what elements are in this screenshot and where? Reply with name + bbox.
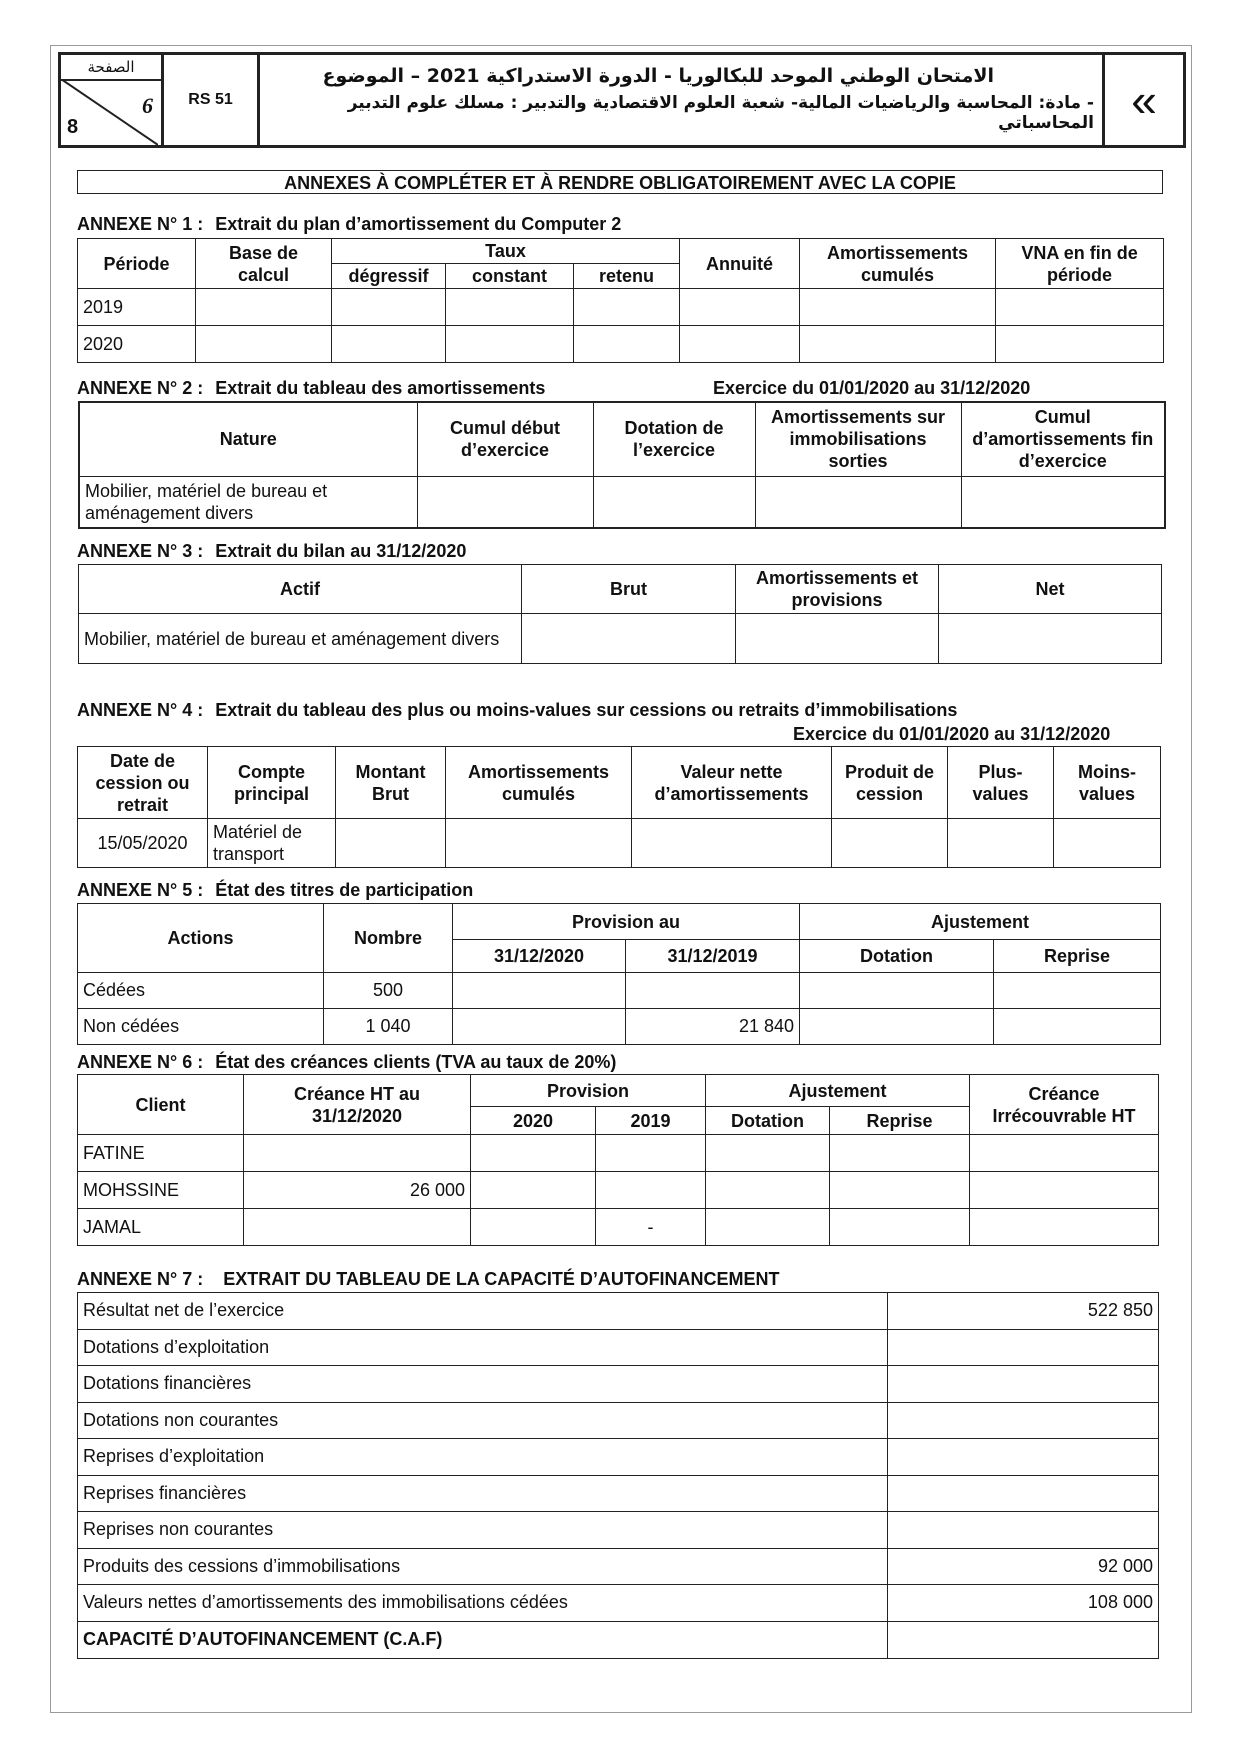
col-amort-cumules: Amortissements cumulés [800, 239, 996, 289]
col-plus-values: Plus-values [948, 747, 1054, 819]
annexe1-title [77, 214, 621, 235]
row-2019 [596, 1135, 706, 1172]
col-irrecouvrable: Créance Irrécouvrable HT [970, 1075, 1159, 1135]
col-date: Date de cession ou retrait [78, 747, 208, 819]
row-compte: Matériel de transport [208, 819, 336, 868]
input-cell[interactable] [196, 289, 332, 326]
annexe6-table [77, 1074, 1159, 1246]
annexe7-heading: EXTRAIT DU TABLEAU DE LA CAPACITÉ D’AUTOFINANCEMENT [223, 1269, 780, 1289]
annexe3-label: ANNEXE N° 3 : [77, 541, 204, 561]
annexe6-title [77, 1052, 616, 1073]
col-31-12-2019: 31/12/2019 [626, 940, 800, 973]
col-cumul-fin: Cumul d’amortissements fin d’exercice [961, 402, 1165, 476]
col-creance: Créance HT au 31/12/2020 [244, 1075, 471, 1135]
input-cell[interactable] [446, 289, 574, 326]
caf-total-row [78, 1621, 1159, 1658]
col-constant: constant [446, 264, 574, 289]
col-ajustement: Ajustement [800, 904, 1161, 940]
col-compte: Compte principal [208, 747, 336, 819]
row-date: 15/05/2020 [78, 819, 208, 868]
annexe3-heading: Extrait du bilan au 31/12/2020 [215, 541, 467, 561]
col-dotation: Dotation [706, 1107, 830, 1135]
input-cell[interactable] [332, 326, 446, 363]
col-amort: Amortissements cumulés [446, 747, 632, 819]
input-cell[interactable] [970, 1209, 1159, 1246]
col-reprise: Reprise [994, 940, 1161, 973]
caf-row-value: 522 850 [888, 1293, 1159, 1330]
table-row [78, 289, 1164, 326]
caf-row-label: Dotations d’exploitation [78, 1329, 888, 1366]
input-cell[interactable] [706, 1135, 830, 1172]
col-dotation: Dotation [800, 940, 994, 973]
table-row [79, 476, 1165, 528]
row-p2019 [626, 973, 800, 1009]
caf-row [78, 1366, 1159, 1403]
annexe1-table [77, 238, 1164, 363]
annexe5-table [77, 903, 1161, 1045]
caf-row-label: Dotations non courantes [78, 1402, 888, 1439]
col-nature: Nature [79, 402, 417, 476]
annexe7-table [77, 1292, 1159, 1659]
subject-code: RS 51 [164, 55, 260, 145]
caf-row-value[interactable] [888, 1512, 1159, 1549]
table-row [78, 1172, 1159, 1209]
row-nature: Mobilier, matériel de bureau et aménagement divers [79, 476, 417, 528]
row-actions: Cédées [78, 973, 324, 1009]
col-amort-sorties: Amortissements sur immobilisations sorties [755, 402, 961, 476]
col-taux: Taux [332, 239, 680, 264]
table-row [78, 973, 1161, 1009]
annexe3-title [77, 541, 466, 562]
input-cell[interactable] [632, 819, 832, 868]
col-vna: VNA en fin de période [996, 239, 1164, 289]
col-produit: Produit de cession [832, 747, 948, 819]
input-cell[interactable] [996, 326, 1164, 363]
table-row [78, 1009, 1161, 1045]
annexe6-heading: État des créances clients (TVA au taux de 20%) [215, 1052, 617, 1072]
annexe7-label: ANNEXE N° 7 : [77, 1269, 204, 1289]
input-cell[interactable] [706, 1209, 830, 1246]
input-cell[interactable] [800, 326, 996, 363]
input-cell[interactable] [336, 819, 446, 868]
annexe4-exercice: Exercice du 01/01/2020 au 31/12/2020 [793, 724, 1111, 744]
input-cell[interactable] [574, 289, 680, 326]
row-period: 2019 [78, 289, 196, 326]
input-cell[interactable] [948, 819, 1054, 868]
page-number-box [61, 55, 164, 145]
annexe4-heading: Extrait du tableau des plus ou moins-values sur cessions ou retraits d’immobilisations [215, 700, 958, 720]
input-cell[interactable] [196, 326, 332, 363]
page-total: 8 [67, 116, 79, 138]
row-nombre: 1 040 [324, 1009, 453, 1045]
caf-row-value[interactable] [888, 1439, 1159, 1476]
caf-row [78, 1439, 1159, 1476]
annexe4-table [77, 746, 1161, 868]
row-creance [244, 1209, 471, 1246]
input-cell[interactable] [680, 326, 800, 363]
annexe7-title [77, 1269, 780, 1290]
col-2020: 2020 [471, 1107, 596, 1135]
row-p2019: 21 840 [626, 1009, 800, 1045]
col-actif: Actif [79, 565, 522, 614]
input-cell[interactable] [453, 973, 626, 1009]
annexe2-title [77, 378, 545, 399]
input-cell[interactable] [706, 1172, 830, 1209]
table-row [78, 1209, 1159, 1246]
exam-title-line1: الامتحان الوطني الموحد للبكالوريا - الدورة الاستدراكية 2021 – الموضوع [322, 65, 994, 87]
exam-titles [260, 55, 1105, 145]
input-cell[interactable] [1054, 819, 1161, 868]
col-cumul-debut: Cumul début d’exercice [417, 402, 593, 476]
input-cell[interactable] [471, 1172, 596, 1209]
col-nombre: Nombre [324, 904, 453, 973]
annexes-banner: ANNEXES À COMPLÉTER ET À RENDRE OBLIGATOIREMENT AVEC LA COPIE [77, 170, 1163, 194]
col-periode: Période [78, 239, 196, 289]
input-cell[interactable] [755, 476, 961, 528]
input-cell[interactable] [332, 289, 446, 326]
row-period: 2020 [78, 326, 196, 363]
page-number: 6 [142, 93, 153, 118]
annexe3-table [78, 564, 1162, 664]
input-cell[interactable] [800, 973, 994, 1009]
table-row [79, 614, 1162, 664]
table-row [78, 819, 1161, 868]
caf-row-label: Reprises financières [78, 1475, 888, 1512]
caf-row [78, 1512, 1159, 1549]
col-montant: Montant Brut [336, 747, 446, 819]
table-row [78, 1135, 1159, 1172]
input-cell[interactable] [970, 1172, 1159, 1209]
caf-row [78, 1402, 1159, 1439]
logo-icon: « [1131, 74, 1157, 126]
caf-total-label: CAPACITÉ D’AUTOFINANCEMENT (C.A.F) [78, 1621, 888, 1658]
caf-row [78, 1329, 1159, 1366]
caf-row-value: 108 000 [888, 1585, 1159, 1622]
annexe5-title [77, 880, 473, 901]
row-nombre: 500 [324, 973, 453, 1009]
caf-row [78, 1475, 1159, 1512]
input-cell[interactable] [680, 289, 800, 326]
input-cell[interactable] [970, 1135, 1159, 1172]
col-client: Client [78, 1075, 244, 1135]
col-provision: Provision [471, 1075, 706, 1107]
input-cell[interactable] [446, 326, 574, 363]
col-annuite: Annuité [680, 239, 800, 289]
col-provision: Provision au [453, 904, 800, 940]
annexe2-heading: Extrait du tableau des amortissements [215, 378, 546, 398]
input-cell[interactable] [800, 1009, 994, 1045]
col-net: Net [939, 565, 1162, 614]
input-cell[interactable] [574, 326, 680, 363]
caf-row [78, 1293, 1159, 1330]
input-cell[interactable] [593, 476, 755, 528]
annexe5-heading: État des titres de participation [215, 880, 474, 900]
input-cell[interactable] [736, 614, 939, 664]
row-actif: Mobilier, matériel de bureau et aménagement divers [79, 614, 522, 664]
annexe4-label: ANNEXE N° 4 : [77, 700, 204, 720]
annexe5-label: ANNEXE N° 5 : [77, 880, 204, 900]
col-2019: 2019 [596, 1107, 706, 1135]
input-cell[interactable] [471, 1209, 596, 1246]
annexe2-label: ANNEXE N° 2 : [77, 378, 204, 398]
input-cell[interactable] [830, 1135, 970, 1172]
row-2019: - [596, 1209, 706, 1246]
caf-row-label: Valeurs nettes d’amortissements des immobilisations cédées [78, 1585, 888, 1622]
exam-header [58, 52, 1186, 148]
annexe4-title [77, 700, 957, 721]
row-client: FATINE [78, 1135, 244, 1172]
exam-title-line2: - مادة: المحاسبة والرياضيات المالية- شعبة العلوم الاقتصادية والتدبير : مسلك علوم التدبير المحاسباتي [347, 93, 1094, 133]
col-moins-values: Moins-values [1054, 747, 1161, 819]
col-dotation: Dotation de l’exercice [593, 402, 755, 476]
caf-row [78, 1585, 1159, 1622]
caf-row-value[interactable] [888, 1475, 1159, 1512]
input-cell[interactable] [961, 476, 1165, 528]
caf-row-label: Résultat net de l’exercice [78, 1293, 888, 1330]
col-amort-prov: Amortissements et provisions [736, 565, 939, 614]
row-client: JAMAL [78, 1209, 244, 1246]
caf-total-value[interactable] [888, 1621, 1159, 1658]
input-cell[interactable] [994, 1009, 1161, 1045]
input-cell[interactable] [522, 614, 736, 664]
caf-row-label: Reprises d’exploitation [78, 1439, 888, 1476]
col-vna: Valeur nette d’amortissements [632, 747, 832, 819]
caf-row-label: Produits des cessions d’immobilisations [78, 1548, 888, 1585]
col-ajustement: Ajustement [706, 1075, 970, 1107]
col-reprise: Reprise [830, 1107, 970, 1135]
input-cell[interactable] [830, 1209, 970, 1246]
caf-row-value[interactable] [888, 1329, 1159, 1366]
input-cell[interactable] [830, 1172, 970, 1209]
table-row [78, 326, 1164, 363]
annexe2-exercice: Exercice du 01/01/2020 au 31/12/2020 [713, 378, 1031, 398]
annexe6-label: ANNEXE N° 6 : [77, 1052, 204, 1072]
input-cell[interactable] [996, 289, 1164, 326]
caf-row-label: Dotations financières [78, 1366, 888, 1403]
caf-row-value[interactable] [888, 1366, 1159, 1403]
col-degressif: dégressif [332, 264, 446, 289]
input-cell[interactable] [446, 819, 632, 868]
annexe1-label: ANNEXE N° 1 : [77, 214, 204, 234]
col-brut: Brut [522, 565, 736, 614]
annexe1-heading: Extrait du plan d’amortissement du Computer 2 [215, 214, 622, 234]
col-31-12-2020: 31/12/2020 [453, 940, 626, 973]
input-cell[interactable] [453, 1009, 626, 1045]
input-cell[interactable] [417, 476, 593, 528]
input-cell[interactable] [832, 819, 948, 868]
caf-row-value: 92 000 [888, 1548, 1159, 1585]
input-cell[interactable] [800, 289, 996, 326]
input-cell[interactable] [939, 614, 1162, 664]
caf-row [78, 1548, 1159, 1585]
row-client: MOHSSINE [78, 1172, 244, 1209]
row-actions: Non cédées [78, 1009, 324, 1045]
input-cell[interactable] [471, 1135, 596, 1172]
col-retenu: retenu [574, 264, 680, 289]
row-creance: 26 000 [244, 1172, 471, 1209]
page-label: الصفحة [61, 57, 161, 81]
caf-row-value[interactable] [888, 1402, 1159, 1439]
caf-row-label: Reprises non courantes [78, 1512, 888, 1549]
row-2019 [596, 1172, 706, 1209]
col-base: Base de calcul [196, 239, 332, 289]
input-cell[interactable] [994, 973, 1161, 1009]
col-actions: Actions [78, 904, 324, 973]
annexe2-table [78, 401, 1166, 529]
row-creance [244, 1135, 471, 1172]
